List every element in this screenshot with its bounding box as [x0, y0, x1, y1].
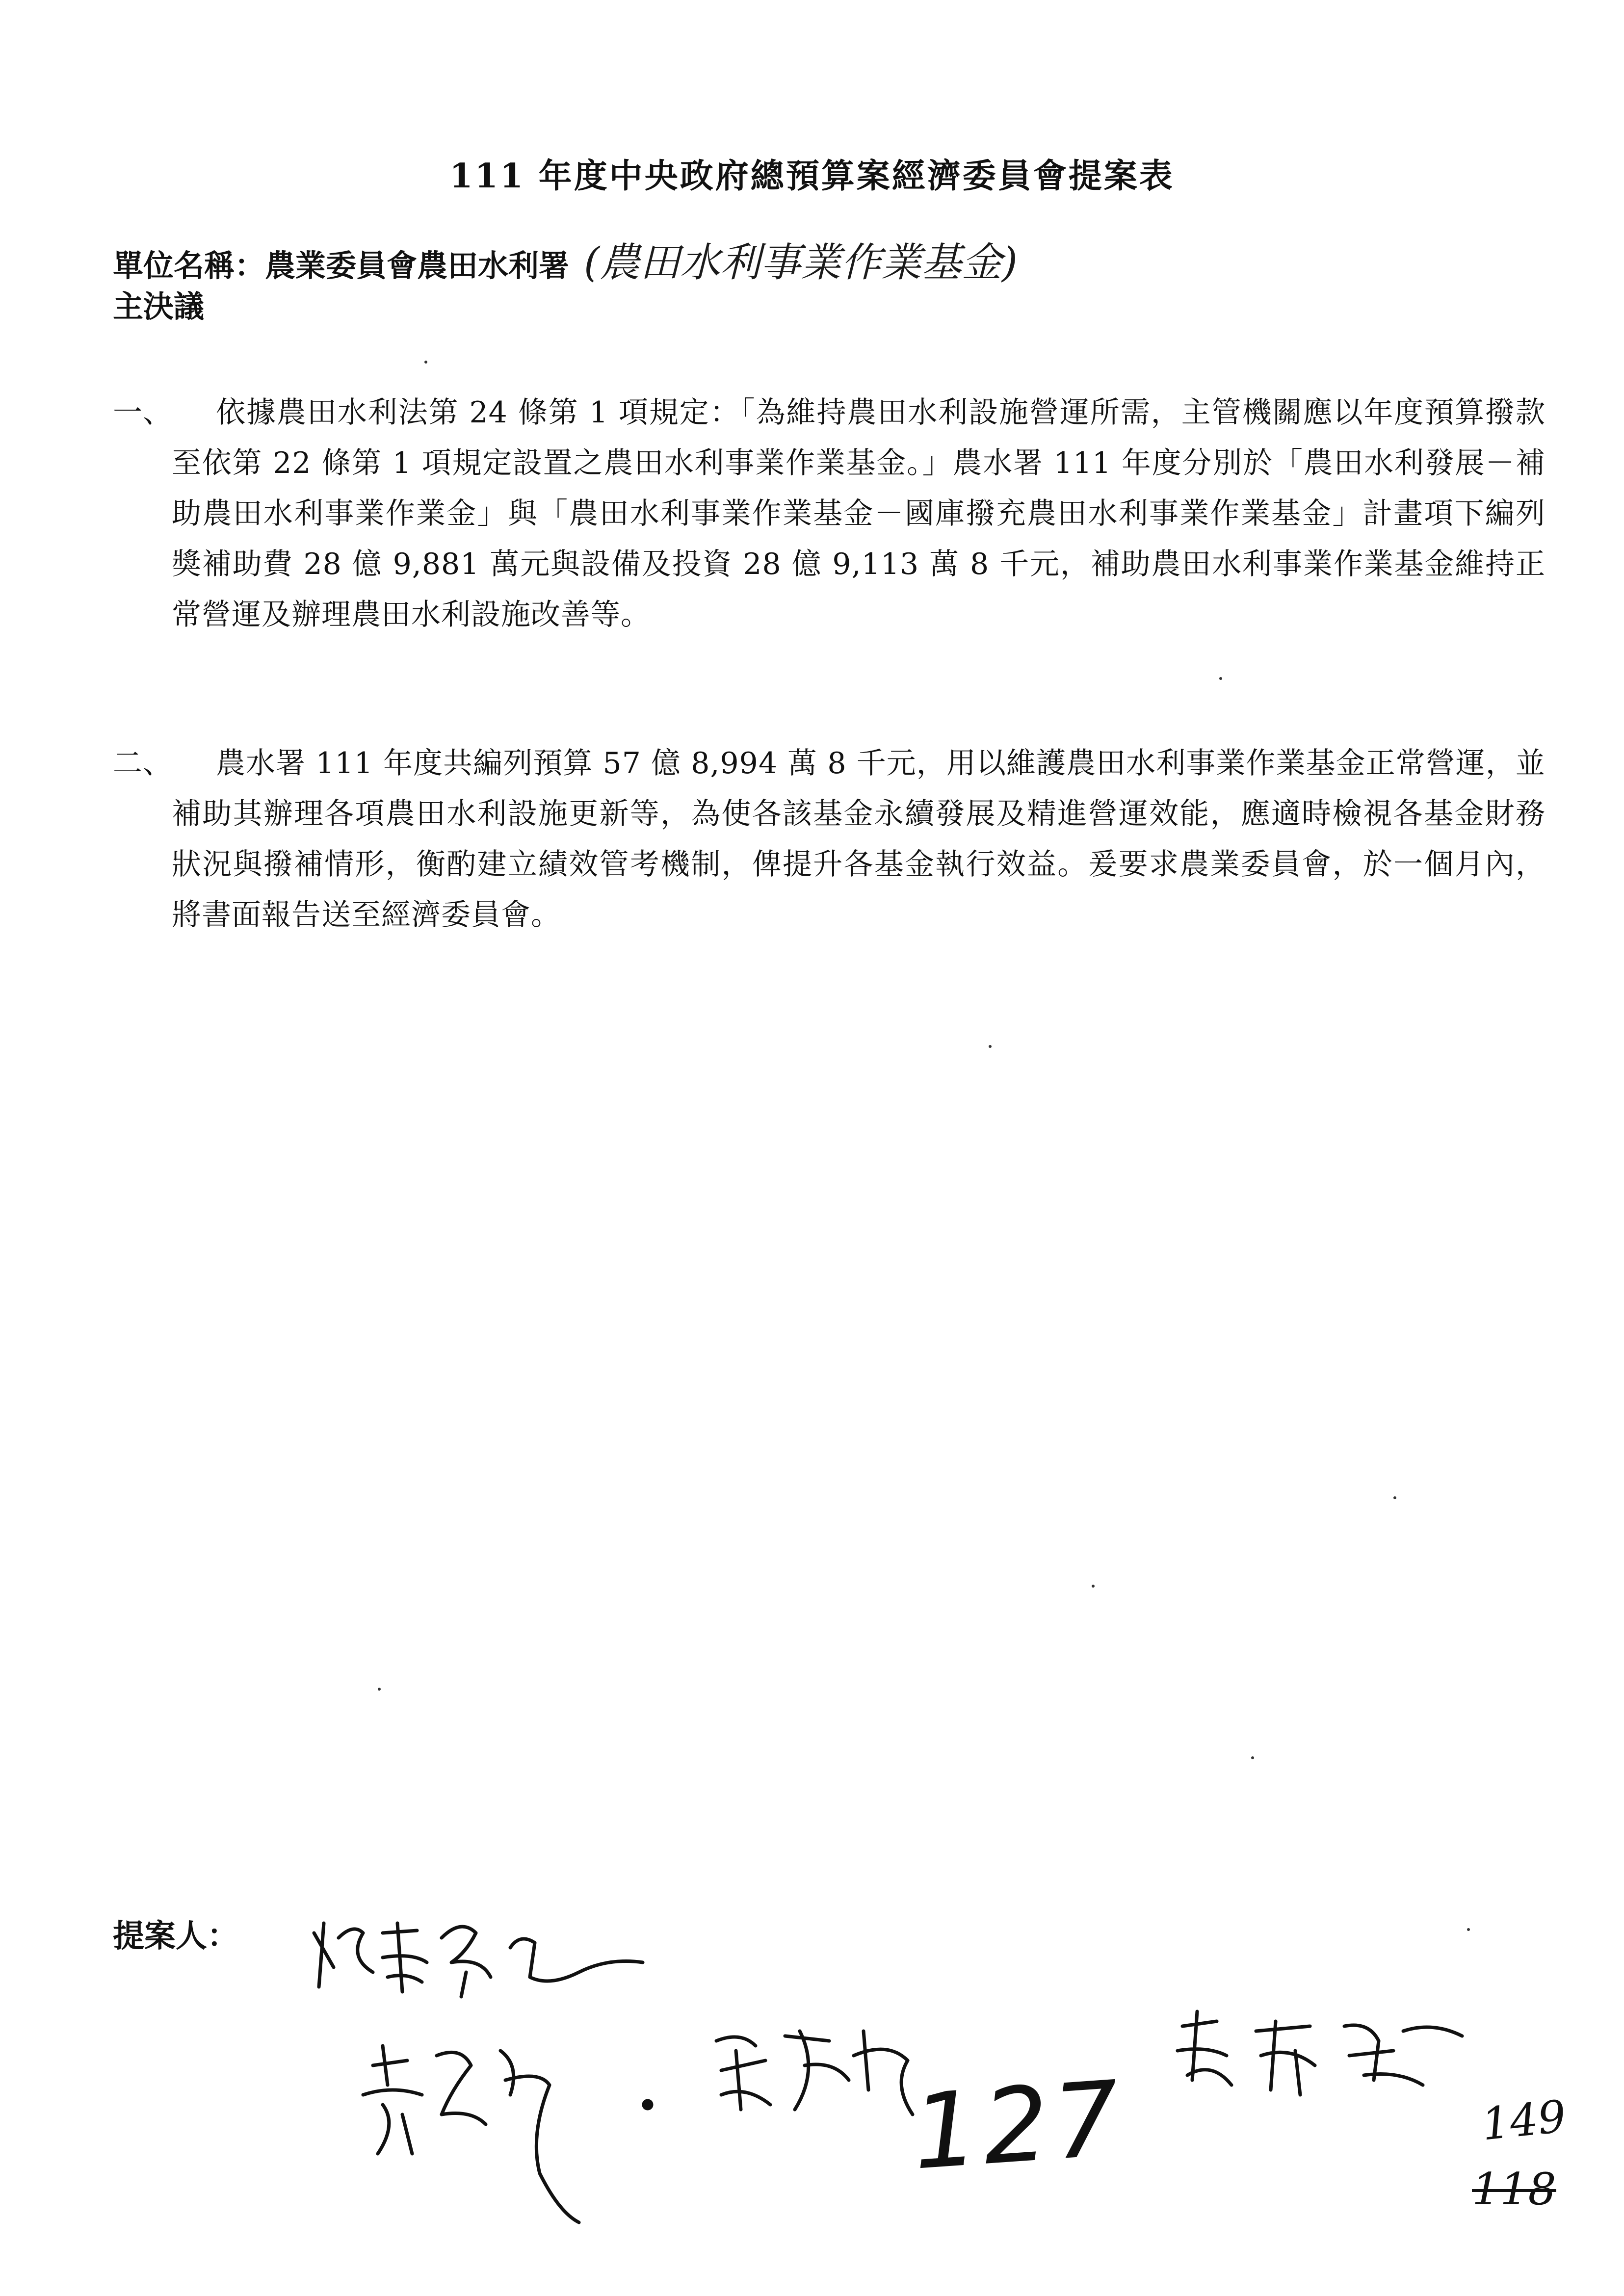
- signature-4: [1168, 2002, 1482, 2110]
- unit-line: [113, 231, 1018, 288]
- page-number: 149: [1479, 2090, 1569, 2151]
- resolution-item-2: [113, 738, 1545, 940]
- scan-speck: [1467, 1928, 1470, 1931]
- scan-speck: [424, 361, 427, 364]
- item-number: 二、: [113, 746, 173, 781]
- scan-speck: [1393, 1496, 1396, 1499]
- scan-speck: [989, 1045, 992, 1048]
- unit-value: 農業委員會農田水利署: [265, 248, 570, 284]
- scan-speck: [1219, 677, 1222, 680]
- unit-handwritten-annotation: (農田水利事業作業基金): [584, 239, 1018, 286]
- scan-speck: [1251, 1756, 1254, 1759]
- main-resolution-label: 主決議: [113, 288, 205, 324]
- signature-2: [353, 2026, 707, 2232]
- resolution-item-1: [113, 388, 1545, 640]
- document-title: 111 年度中央政府總預算案經濟委員會提案表: [449, 157, 1175, 196]
- item-number: 一、: [113, 395, 173, 430]
- unit-label: 單位名稱：: [113, 248, 265, 284]
- struck-page-number: 118: [1472, 2164, 1556, 2215]
- handwritten-number: 127: [908, 2058, 1128, 2193]
- signature-1: [304, 1904, 648, 2002]
- item-text: 依據農田水利法第 24 條第 1 項規定：「為維持農田水利設施營運所需，主管機關應以年度預算撥款至依第 22 條第 1 項規定設置之農田水利事業作業基金。」農水署 111 年度分別於「農田水利發展－補助農田水利事業作業金」與「農田水利事業作業基金－國庫撥充農田水利事業作業基金」計畫項下編列獎補助費 28 億 9,881 萬元與設備及投資 28 億 9,113 萬 8 千元，補助農田水利事業作業基金維持正常營運及辦理農田水利設施改善等。: [172, 395, 1545, 632]
- scan-speck: [378, 1688, 381, 1691]
- proposer-label: 提案人：: [113, 1918, 238, 1955]
- signature-3: [702, 2011, 927, 2129]
- scan-speck: [1092, 1585, 1095, 1588]
- item-text: 農水署 111 年度共編列預算 57 億 8,994 萬 8 千元，用以維護農田水利事業作業基金正常營運，並補助其辦理各項農田水利設施更新等，為使各該基金永續發展及精進營運效能，應適時檢視各基金財務狀況與撥補情形，衡酌建立績效管考機制，俾提升各基金執行效益。爰要求農業委員會，於一個月內，將書面報告送至經濟委員會。: [172, 746, 1545, 932]
